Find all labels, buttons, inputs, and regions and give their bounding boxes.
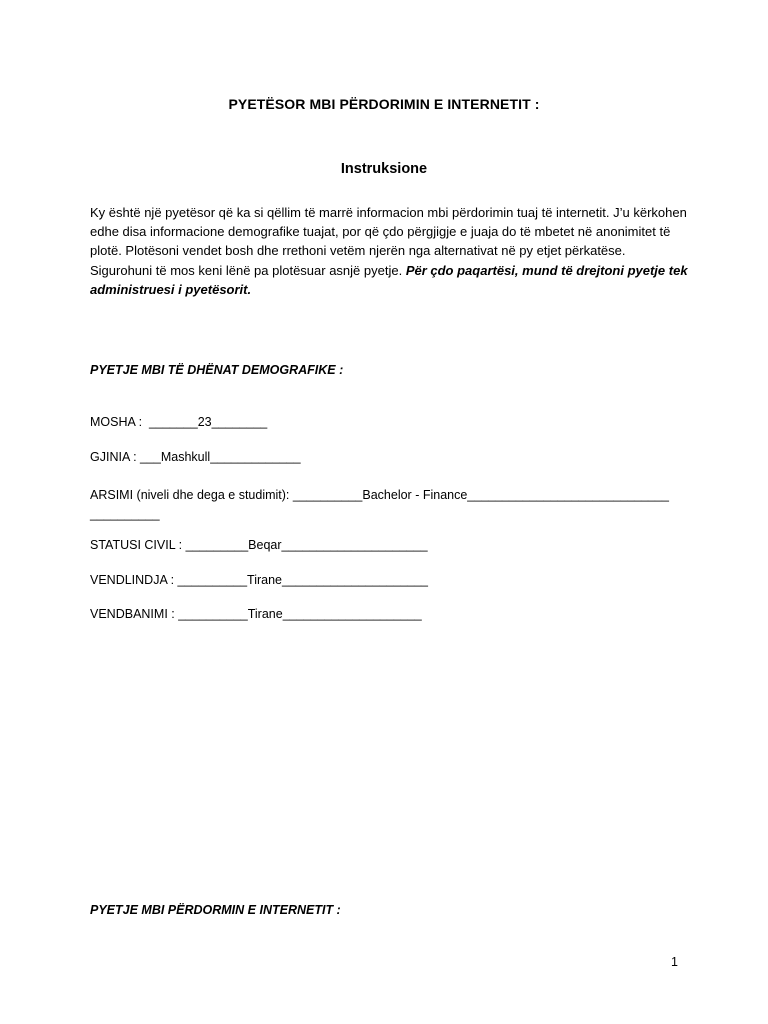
civil-status-field: STATUSI CIVIL : _________Beqar_____________________ <box>90 538 428 552</box>
age-field: MOSHA : _______23________ <box>90 415 268 429</box>
instructions-emphasis: Për çdo paqartësi, mund të drejtoni pyetje tek administruesi i pyetësorit. <box>90 262 688 297</box>
page-number: 1 <box>671 955 678 969</box>
instructions-heading: Instruksione <box>340 161 428 177</box>
residence-field: VENDBANIMI : __________Tirane____________________ <box>90 607 422 621</box>
gender-field: GJINIA : ___Mashkull_____________ <box>90 450 301 464</box>
internet-usage-section-heading: PYETJE MBI PËRDORMIN E INTERNETIT : <box>90 903 341 917</box>
demographics-section-heading: PYETJE MBI TË DHËNAT DEMOGRAFIKE : <box>90 363 344 377</box>
birthplace-field: VENDLINDJA : __________Tirane_____________________ <box>90 573 429 587</box>
education-field: ARSIMI (niveli dhe dega e studimit): __________Bachelor - Finance_____________________________ __________ <box>90 488 669 521</box>
document-title: PYETËSOR MBI PËRDORIMIN E INTERNETIT : <box>228 96 540 112</box>
instructions-paragraph <box>90 203 690 299</box>
instructions-text: Ky është një pyetësor që ka si qëllim të marrë informacion mbi përdorimin tuaj të internetit. J’u kërkohen edhe disa informacione demografike tuajat, por që çdo përgjigje e juaja do të mbetet në anonimitet të plotë. Plotësoni vendet bosh dhe rrethoni vetëm njerën nga alternativat në py etjet përkatëse. Sigurohuni të mos keni lënë pa plotësuar asnjë pyetje. <box>90 205 687 278</box>
